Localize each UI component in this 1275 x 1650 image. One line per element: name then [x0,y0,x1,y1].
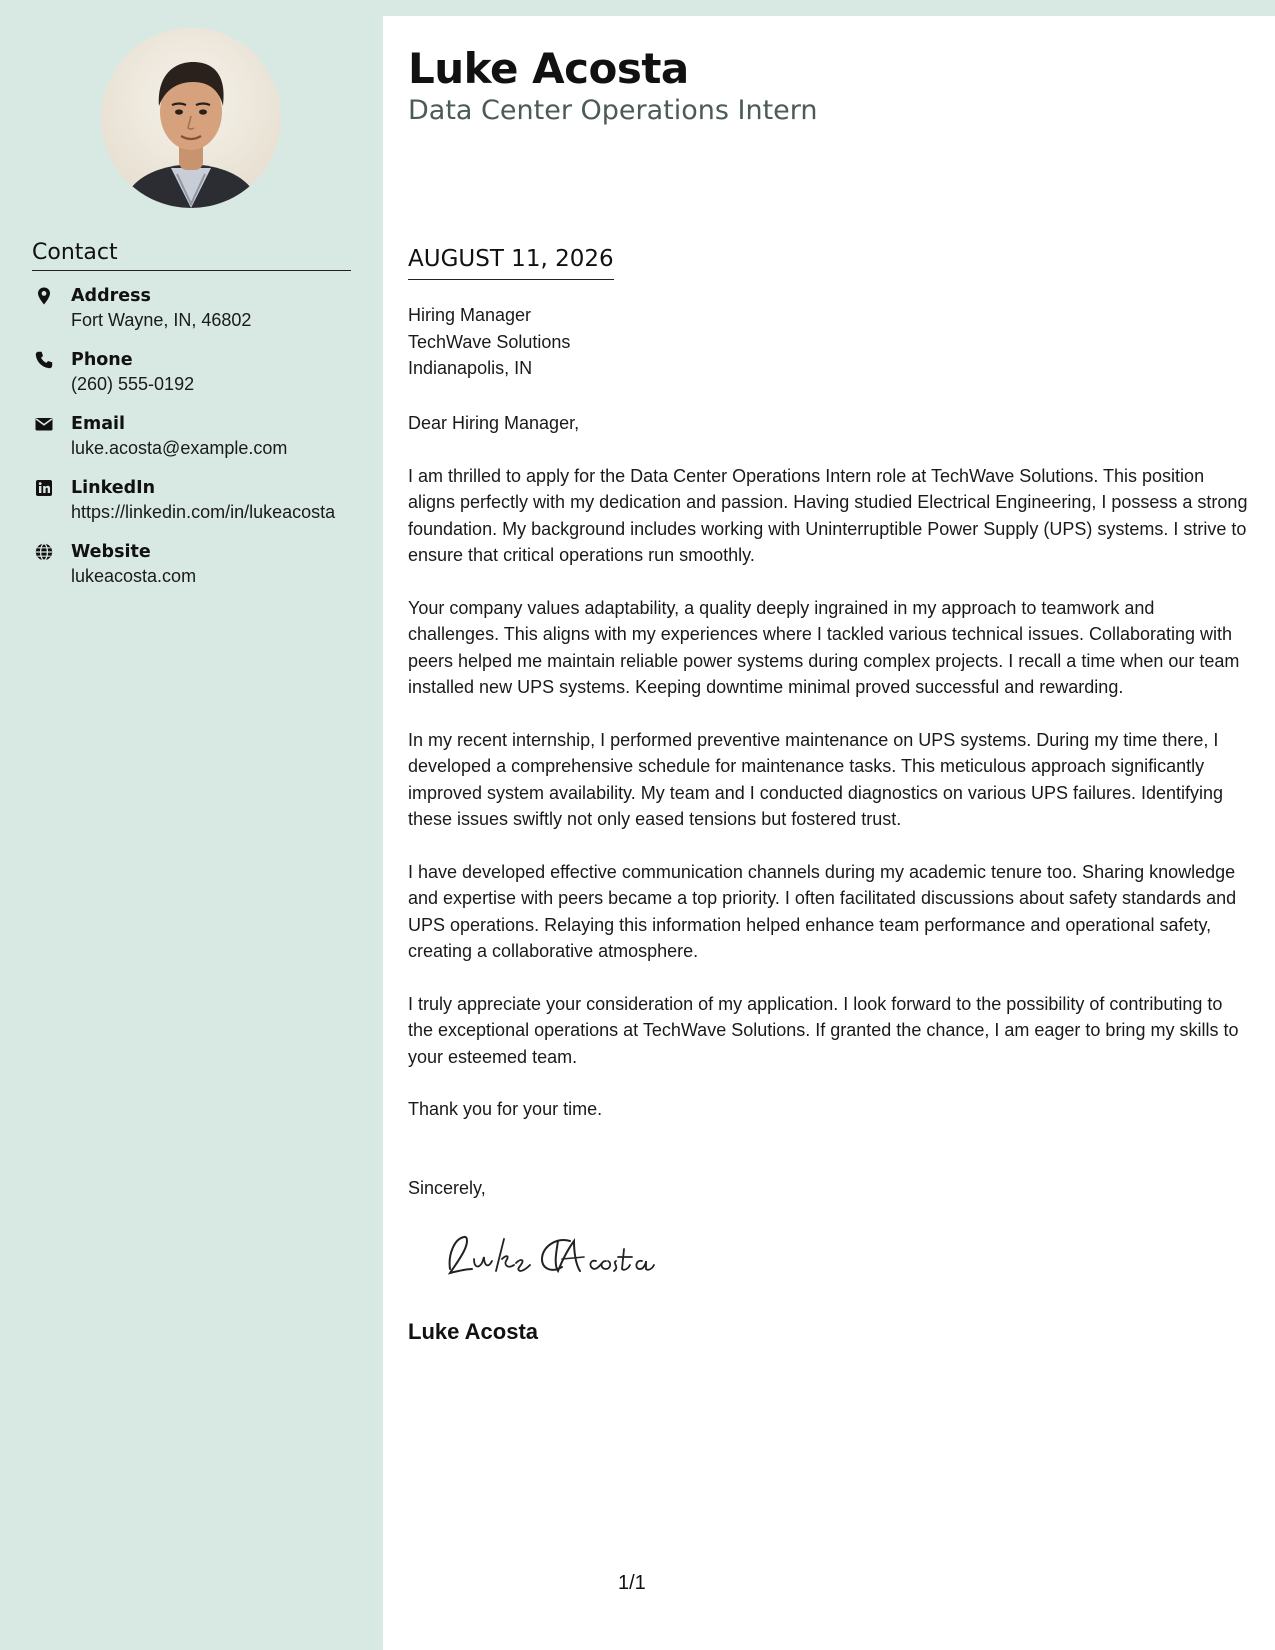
avatar [101,28,281,208]
body-paragraph: Your company values adaptability, a quality deeply ingrained in my approach to teamwork and challenges. This aligns with my experiences where I tackled various technical issues. Collaborating with peers helped me maintain reliable power systems during complex projects. I recall a time when our team installed new UPS systems. Keeping downtime minimal proved successful and rewarding. [408,597,1240,698]
letter-date: AUGUST 11, 2026 [408,244,614,280]
top-accent-strip [383,0,1275,16]
contact-label: Email [71,414,125,434]
closing: Sincerely, [408,1178,486,1198]
recipient-line: Hiring Manager [408,305,532,325]
contact-label: Address [71,286,151,306]
signature-image [438,1225,668,1285]
email-value[interactable]: luke.acosta@example.com [71,438,288,458]
signed-name: Luke Acosta [408,1319,539,1344]
profile-photo [101,28,281,208]
envelope-icon [34,414,54,434]
map-pin-icon [34,286,54,306]
body-paragraph: I am thrilled to apply for the Data Center Operations Intern role at TechWave Solutions. This position aligns perfectly with my dedication and passion. Having studied Electrical Engineering, I possess a strong foundation. My background includes working with Uninterruptible Power Supply (UPS) systems. I strive to ensure that critical operations run smoothly. [408,465,1248,566]
recipient-line: TechWave Solutions [408,331,571,352]
contact-item-email [32,412,354,460]
contact-label: Phone [71,350,133,370]
phone-value: (260) 555-0192 [71,374,195,394]
letter-body [408,410,1250,1149]
contact-item-address [32,284,354,332]
contact-label: LinkedIn [71,478,156,498]
job-title: Data Center Operations Intern [408,95,818,126]
applicant-name: Luke Acosta [408,44,689,93]
body-paragraph: In my recent internship, I performed preventive maintenance on UPS systems. During my time there, I developed a comprehensive schedule for maintenance tasks. This meticulous approach significantly improved system availability. My team and I conducted diagnostics on various UPS failures. Identifying these issues swiftly not only eased tensions but fostered trust. [408,729,1224,830]
recipient-block [408,302,570,382]
contact-item-website [32,540,354,588]
contact-item-linkedin [32,476,354,524]
website-value[interactable]: lukeacosta.com [71,566,197,586]
address-value: Fort Wayne, IN, 46802 [71,310,252,330]
salutation: Dear Hiring Manager, [408,413,580,433]
recipient-line: Indianapolis, IN [408,358,533,378]
contact-item-phone [32,348,354,396]
globe-icon [34,542,54,562]
body-paragraph: I truly appreciate your consideration of my application. I look forward to the possibility of contributing to the exceptional operations at TechWave Solutions. If granted the chance, I am eager to bring my skills to your esteemed team. [408,993,1239,1067]
contact-label: Website [71,542,151,562]
linkedin-value[interactable]: https://linkedin.com/in/lukeacosta [71,502,336,522]
page-number: 1/1 [618,1572,646,1594]
phone-icon [34,350,54,370]
body-paragraph: Thank you for your time. [408,1099,603,1120]
body-paragraph: I have developed effective communication channels during my academic tenure too. Sharing knowledge and expertise with peers became a top priority. I often facilitated discussions about safety standards and UPS operations. Relaying this information helped enhance team performance and operational safety, creating a collaborative atmosphere. [408,861,1237,962]
contact-list [32,284,354,604]
contact-heading: Contact [32,240,351,271]
sidebar [0,0,383,1650]
linkedin-icon [34,478,54,498]
